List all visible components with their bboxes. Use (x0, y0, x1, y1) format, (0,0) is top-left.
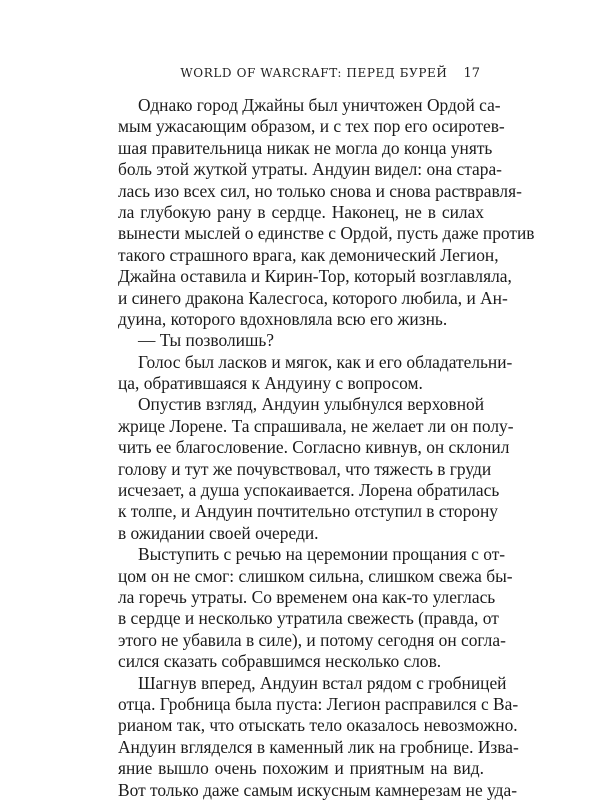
text-line: жрице Лорене. Та спрашивала, не желает ли он полу- (118, 415, 514, 436)
text-line: ца, обратившаяся к Андуину с вопросом. (118, 373, 423, 394)
paragraph (118, 95, 535, 330)
text-line: в сердце и несколько утратила свежесть (правда, от (118, 608, 499, 629)
text-line: голову и тут же почувствовал, что тяжесть в груди (118, 458, 492, 479)
text-line: исчезает, а душа успокаивается. Лорена обратилась (118, 480, 500, 501)
text-line: чить ее благословение. Согласно кивнув, он склонил (118, 437, 510, 458)
paragraph (118, 351, 513, 395)
paragraph (118, 394, 514, 544)
text-line: такого страшного врага, как демонический Легион, (118, 244, 499, 265)
paragraph (118, 672, 519, 801)
text-line: шая правительница никак не могла до конца унять (118, 137, 493, 158)
text-line: мым ужасающим образом, и с тех пор его осиротев- (118, 116, 505, 137)
paragraph (118, 330, 484, 351)
text-line: Опустив взгляд, Андуин улыбнулся верховной (138, 394, 484, 415)
running-head (118, 66, 480, 86)
text-line: сился сказать собравшимся несколько слов. (118, 651, 442, 672)
text-line: Вот только даже самым искусным камнерезам не уда- (118, 779, 517, 800)
paragraph (118, 544, 513, 672)
page-number: 17 (463, 66, 480, 81)
text-line: Андуин вгляделся в каменный лик на гробнице. Изва- (118, 736, 519, 757)
text-line: Голос был ласков и мягок, как и его обладательни- (138, 351, 513, 372)
text-line: Выступить с речью на церемонии прощания с от- (138, 544, 506, 565)
text-line: в ожидании своей очереди. (118, 522, 319, 543)
text-line: Джайна оставила и Кирин-Тор, который возглавляла, (118, 266, 512, 287)
text-line: цом он не смог: слишком сильна, слишком свежа бы- (118, 565, 513, 586)
text-line: вынести мыслей о единстве с Ордой, пусть даже против (118, 223, 535, 244)
text-line: отца. Гробница была пуста: Легион расправился с Ва- (118, 693, 519, 714)
text-line: яние вышло очень похожим и приятным на вид. (118, 758, 484, 779)
text-line: и синего дракона Калесгоса, которого любила, и Ан- (118, 287, 508, 308)
text-line: рианом так, что отыскать тело оказалось невозможно. (118, 715, 518, 736)
text-line: к толпе, и Андуин почтительно отступил в сторону (118, 501, 498, 522)
text-line: ла глубокую рану в сердце. Наконец, не в силах (118, 201, 484, 222)
text-line: дуина, которого вдохновляла всю его жизнь. (118, 308, 448, 329)
text-line: лась изо всех сил, но только снова и снова раствравля- (118, 180, 522, 201)
body-text (118, 95, 535, 801)
text-line: ла горечь утраты. Со временем она как-то улеглась (118, 586, 496, 607)
text-line: этого не убавила в силе), и потому сегодня он согла- (118, 629, 506, 650)
text-line: боль этой жуткой утраты. Андуин видел: она стара- (118, 159, 502, 180)
text-line: Шагнув вперед, Андуин встал рядом с гробницей (138, 672, 507, 693)
text-line: — Ты позволишь? (138, 330, 274, 351)
running-title: WORLD OF WARCRAFT: ПЕРЕД БУРЕЙ (180, 66, 448, 80)
text-line: Однако город Джайны был уничтожен Ордой са- (138, 95, 501, 115)
